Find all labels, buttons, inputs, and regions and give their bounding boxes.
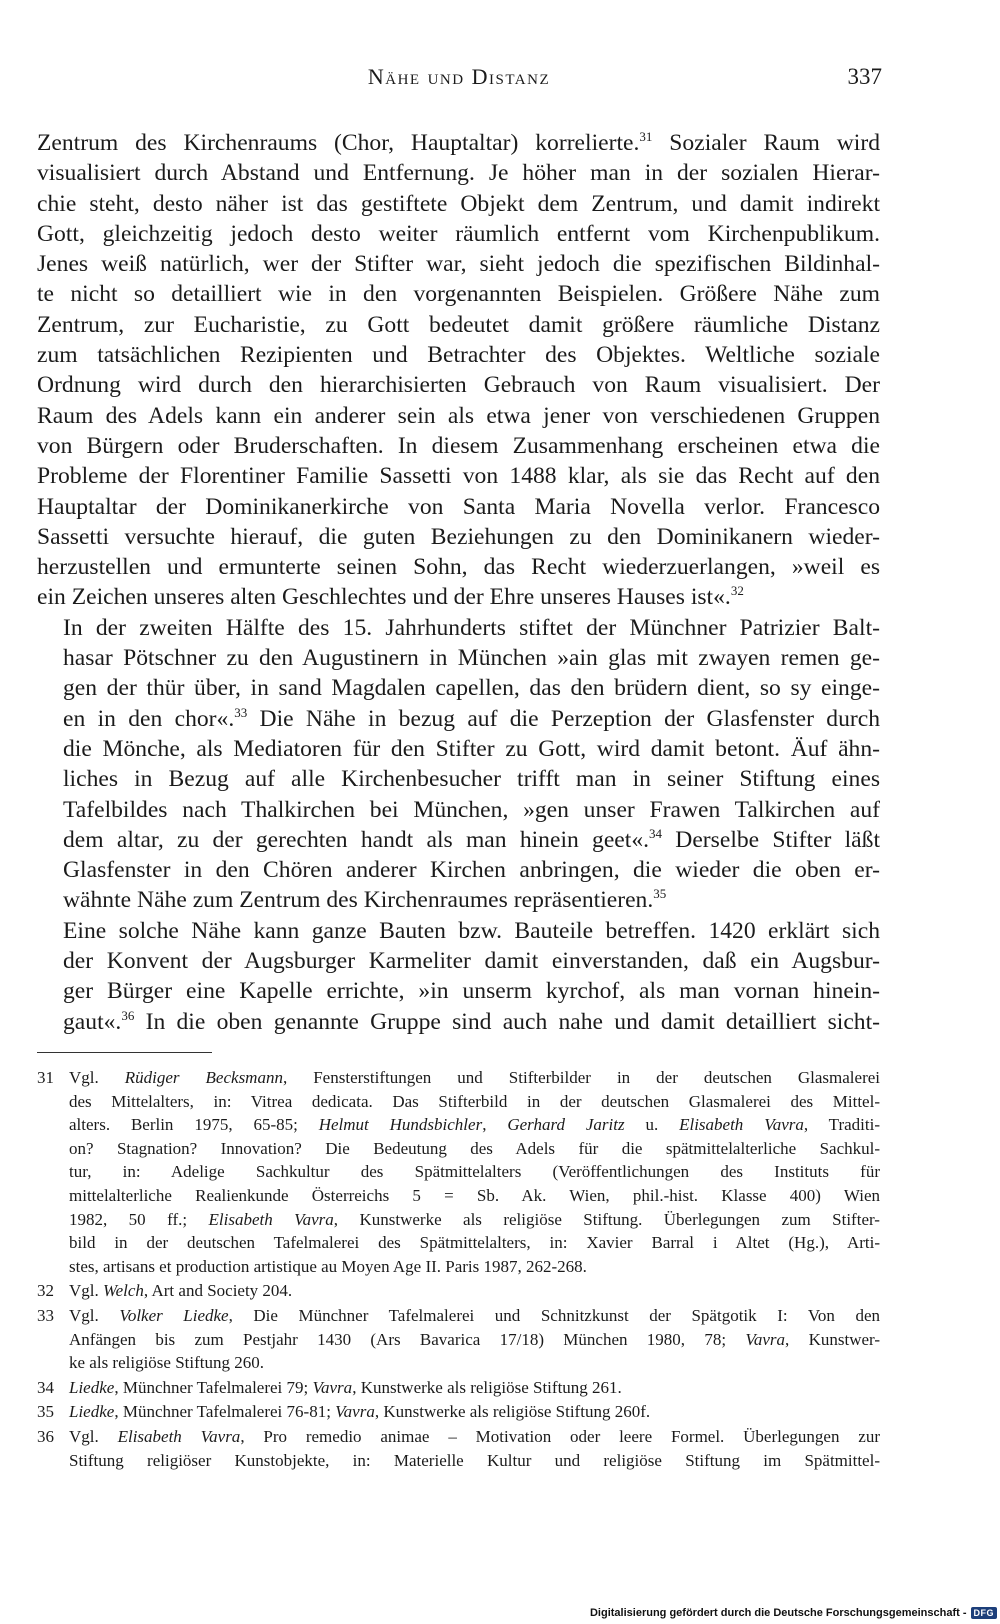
- text-line: Gott, gleichzeitig jedoch desto weiter räumlich entfernt vom Kirchenpublikum.: [37, 220, 880, 247]
- footnote-line: alters. Berlin 1975, 65-85; Helmut Hundsbichler, Gerhard Jaritz u. Elisabeth Vavra, Traditi-: [69, 1115, 881, 1135]
- text-line: te nicht so detailliert wie in den vorgenannten Beispielen. Größere Nähe zum: [37, 281, 880, 308]
- footnote-line: Vgl. Rüdiger Becksmann, Fensterstiftungen und Stifterbilder in der deutschen Glasmalerei: [69, 1068, 881, 1087]
- text-line: Ordnung wird durch den hierarchisierten Gebrauch von Raum visualisiert. Der: [37, 372, 880, 399]
- text-line: visualisiert durch Abstand und Entfernung. Je höher man in der sozialen Hierar-: [37, 160, 880, 187]
- text-line: Probleme der Florentiner Familie Sassetti von 1488 klar, als sie das Recht auf den: [37, 463, 880, 490]
- paragraph-1: [37, 128, 880, 613]
- footnote-ref-31[interactable]: 31: [639, 129, 653, 144]
- footnote-line: tur, in: Adelige Sachkultur des Spätmittelalters (Veröffentlichungen des Instituts für: [69, 1162, 880, 1182]
- footnote-ref-33[interactable]: 33: [234, 704, 248, 720]
- text-line: chie steht, desto näher ist das gestiftete Objekt dem Zentrum, und damit indirekt: [37, 190, 880, 217]
- footnote-34: [37, 1376, 880, 1400]
- text-line: wähnte Nähe zum Zentrum des Kirchenraumes repräsentieren.$^{35}$: [63, 886, 667, 914]
- footnote-line: Liedke, Münchner Tafelmalerei 76-81; Vavra, Kunstwerke als religiöse Stiftung 260f.: [69, 1402, 651, 1422]
- footnote-line: bild in der deutschen Tafelmalerei des Spätmittelalters, in: Xavier Barral i Altet (Hg.), Arti-: [69, 1233, 880, 1253]
- footnote-line: stes, artisans et production artistique au Moyen Age II. Paris 1987, 262-268.: [69, 1256, 587, 1276]
- footnote-number: 34: [37, 1377, 54, 1397]
- text-line: Zentrum des Kirchenraums (Chor, Hauptaltar) korrelierte.$^{31}$ Sozialer Raum wird: [37, 129, 881, 156]
- text-line: liches in Bezug auf alle Kirchenbesucher trifft man in seiner Stiftung eines: [63, 766, 880, 793]
- text-line: hasar Pötschner zu den Augustinern in München »ain glas mit zwayen remen ge-: [63, 645, 880, 672]
- text-line: der Konvent der Augsburger Karmeliter damit einverstanden, daß ein Augsbur-: [63, 948, 880, 975]
- text-line: en in den chor«.$^{33}$ Die Nähe in bezug auf die Perzeption der Glasfenster durch: [63, 704, 880, 732]
- footnote-number: 33: [37, 1305, 54, 1325]
- text-line: gaut«.$^{36}$ In die oben genannte Gruppe sind auch nahe und damit detailliert sicht-: [63, 1007, 880, 1035]
- footnote-31: [37, 1066, 880, 1278]
- footnote-ref-34[interactable]: 34: [649, 825, 663, 841]
- footnote-32: [37, 1279, 880, 1303]
- text-line: gen der thür über, in sand Magdalen capellen, das den brüdern dient, so sy einge-: [63, 675, 880, 702]
- footnote-number: 31: [37, 1068, 54, 1087]
- footnote-ref-32[interactable]: 32: [730, 583, 744, 599]
- footnote-line: des Mittelalters, in: Vitrea dedicata. Das Stifterbild in der deutschen Glasmalerei des Mittel-: [69, 1091, 880, 1111]
- footnote-number: 35: [37, 1402, 54, 1422]
- footnote-36: [37, 1425, 880, 1472]
- footnote-line: Vgl. Volker Liedke, Die Münchner Tafelmalerei und Schnitzkunst der Spätgotik I: Von den: [69, 1305, 881, 1325]
- footnote-line: Stiftung religiöser Kunstobjekte, in: Materielle Kultur und religiöse Stiftung im Spätmittel-: [69, 1450, 880, 1470]
- footnote-ref-36[interactable]: 36: [121, 1007, 135, 1023]
- text-line: von Bürgern oder Bruderschaften. In diesem Zusammenhang erscheinen etwa die: [37, 432, 880, 459]
- page-number: 337: [847, 64, 882, 89]
- text-line: Hauptaltar der Dominikanerkirche von Santa Maria Novella verlor. Francesco: [37, 493, 880, 520]
- footnotes: [37, 1066, 880, 1473]
- text-line: ein Zeichen unseres alten Geschlechtes und der Ehre unseres Hauses ist«.$^{32}$: [37, 583, 744, 611]
- footnote-33: [37, 1304, 880, 1375]
- text-line: Tafelbildes nach Thalkirchen bei München, »gen unser Frawen Talkirchen auf: [63, 796, 880, 823]
- footnote-line: Liedke, Münchner Tafelmalerei 79; Vavra, Kunstwerke als religiöse Stiftung 261.: [69, 1377, 622, 1397]
- footnote-35: [37, 1400, 880, 1424]
- text-line: Zentrum, zur Eucharistie, zu Gott bedeutet damit größere räumliche Distanz: [37, 311, 880, 338]
- text-line: dem altar, zu der gerechten handt als man hinein geet«.$^{34}$ Derselbe Stifter läßt: [63, 825, 880, 853]
- running-title: Nähe und Distanz: [367, 64, 551, 89]
- digitization-credit: [590, 1605, 997, 1621]
- footnote-line: Vgl. Welch, Art and Society 204.: [69, 1281, 293, 1301]
- text-line: Eine solche Nähe kann ganze Bauten bzw. Bauteile betreffen. 1420 erklärt sich: [63, 917, 880, 944]
- footnote-ref-35[interactable]: 35: [653, 886, 667, 902]
- text-line: herzustellen und ermunterte seinen Sohn, das Recht wiederzuerlangen, »weil es: [37, 554, 880, 581]
- footnote-line: 1982, 50 ff.; Elisabeth Vavra, Kunstwerke als religiöse Stiftung. Überlegungen zum Stifter-: [69, 1209, 880, 1229]
- footnote-number: 32: [37, 1281, 54, 1301]
- credit-text: Digitalisierung gefördert durch die Deutsche Forschungsgemeinschaft -: [589, 1607, 967, 1619]
- footnote-line: on? Stagnation? Innovation? Die Bedeutung des Adels für die spätmittelalterliche Sachkul-: [69, 1138, 880, 1158]
- paragraph-3: [37, 916, 880, 1037]
- page-header: [36, 64, 882, 94]
- footnote-number: 36: [37, 1426, 54, 1446]
- text-line: die Mönche, als Mediatoren für den Stifter zu Gott, wird damit betont. Äuf ähn-: [63, 735, 880, 762]
- text-line: Sassetti versuchte hierauf, die guten Beziehungen zu den Dominikanern wieder-: [37, 523, 880, 550]
- text-line: zum tatsächlichen Rezipienten und Betrachter des Objektes. Weltliche soziale: [37, 342, 880, 369]
- footnote-separator: [37, 1052, 212, 1053]
- footnote-line: ke als religiöse Stiftung 260.: [69, 1353, 265, 1373]
- text-line: Jenes weiß natürlich, wer der Stifter war, sieht jedoch die spezifischen Bildinhal-: [37, 251, 880, 278]
- footnote-line: mittelalterliche Realienkunde Österreichs 5 = Sb. Ak. Wien, phil.-hist. Klasse 400) Wien: [69, 1185, 880, 1205]
- footnote-line: Vgl. Elisabeth Vavra, Pro remedio animae – Motivation oder leere Formel. Überlegungen zur: [69, 1426, 880, 1446]
- text-line: ger Bürger eine Kapelle errichte, »in unserm kyrchof, als man vornan hinein-: [63, 978, 880, 1005]
- paragraph-2: [37, 613, 880, 916]
- text-line: Glasfenster in den Chören anderer Kirchen anbringen, die wieder die oben er-: [63, 857, 880, 884]
- footnote-line: Anfängen bis zum Pestjahr 1430 (Ars Bavarica 17/18) München 1980, 78; Vavra, Kunstwer-: [69, 1329, 880, 1349]
- main-text: [37, 128, 880, 1037]
- dfg-logo: DFG: [971, 1607, 998, 1619]
- text-line: Raum des Adels kann ein anderer sein als etwa jener von verschiedenen Gruppen: [37, 402, 880, 429]
- text-line: In der zweiten Hälfte des 15. Jahrhunderts stiftet der Münchner Patrizier Balt-: [63, 614, 880, 641]
